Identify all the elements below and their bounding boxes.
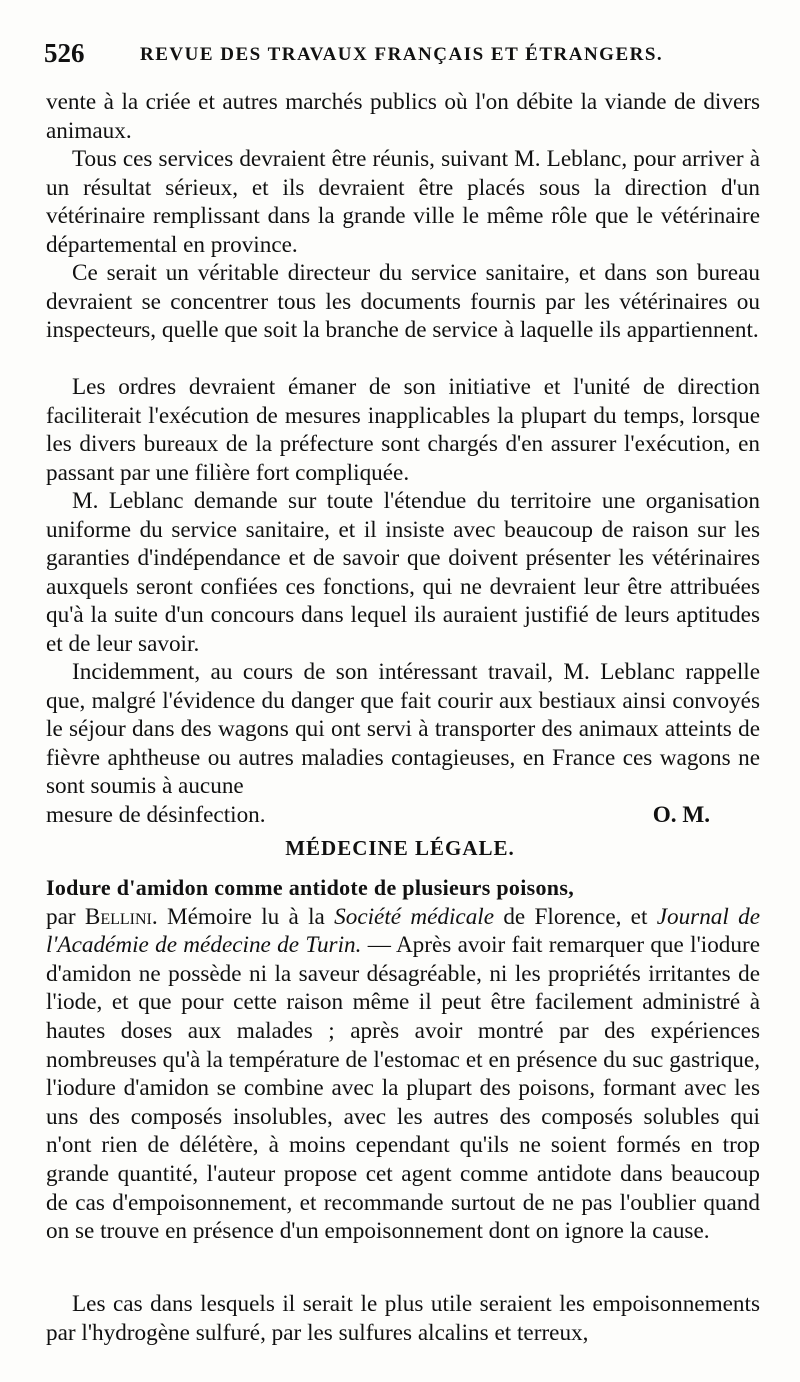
paragraph-4 bbox=[46, 373, 760, 487]
article-paragraph-2-text: Les cas dans lesquels il serait le plus utile seraient les empoisonnements par l'hydrogène sulfuré, par les sulfures alcalins et terreux, bbox=[46, 1291, 760, 1346]
paragraph-6-text: Incidemment, au cours de son intéressant travail, M. Leblanc rappelle que, malgré l'évidence du danger que fait courir aux bestiaux ainsi convoyés le séjour dans des wagons qui ont servi à transporter des animaux atteints de fièvre aphtheuse ou autres maladies contagieuses, en France ces wagons ne sont soumis à aucune bbox=[46, 659, 760, 800]
article-author: Bellini bbox=[84, 903, 152, 930]
paragraph-6-last-line: mesure de désinfection. bbox=[46, 801, 266, 828]
article-title: Iodure d'amidon comme antidote de plusieurs poisons, bbox=[46, 875, 574, 900]
section-heading: MÉDECINE LÉGALE. bbox=[285, 836, 515, 860]
article-body: — Après avoir fait remarquer que l'iodure d'amidon ne possède ni la saveur désagréable, ni les propriétés irritantes de l'iode, et que pour cette raison même il peut être facilement administré à hautes doses aux malades ; après avoir montré par des expériences nombreuses qu'à la température de l'estomac et en présence du suc gastrique, l'iodure d'amidon se combine avec la plupart des poisons, formant avec les uns des composés insolubles, avec les autres des composés solubles qui n'ont rien de délétère, à moins cependant qu'ils ne soient formés en trop grande quantité, l'auteur propose cet agent comme antidote dans beaucoup de cas d'empoisonnement, et recommande surtout de ne pas l'oublier quand on se trouve en présence d'un empoisonnement dont on ignore la cause. bbox=[46, 932, 760, 1245]
article-journal: Journal de l'Académie de médecine de Turin. bbox=[46, 903, 760, 959]
page-header bbox=[44, 38, 764, 78]
article-after-author: . Mémoire lu à la bbox=[151, 903, 335, 930]
paragraph-6 bbox=[46, 658, 760, 830]
paragraph-5 bbox=[46, 487, 760, 659]
paragraph-1: vente à la criée et autres marchés publics où l'on débite la viande de divers animaux. bbox=[46, 89, 760, 144]
signature-line bbox=[46, 801, 760, 830]
article-by: par bbox=[46, 903, 85, 930]
article-after-society: de Florence, et bbox=[494, 903, 657, 930]
page-number: 526 bbox=[44, 38, 85, 68]
article-paragraph-2 bbox=[46, 1290, 760, 1347]
article-society: Société médicale bbox=[334, 903, 495, 930]
paragraph-2 bbox=[46, 145, 760, 259]
author-signature: O. M. bbox=[652, 801, 710, 828]
paragraph-2-text: Tous ces services devraient être réunis, suivant M. Leblanc, pour arriver à un résultat sérieux, et ils devraient être placés sous la direction d'un vétérinaire remplissant dans la grande ville le même rôle que le vétérinaire départemental en province. bbox=[46, 146, 760, 258]
running-title: REVUE DES TRAVAUX FRANÇAIS ET ÉTRANGERS. bbox=[140, 44, 664, 65]
article-paragraph-1 bbox=[46, 874, 760, 1246]
paragraph-3 bbox=[46, 259, 760, 345]
paragraph-4-text: Les ordres devraient émaner de son initiative et l'unité de direction faciliterait l'exécution de mesures inapplicables la plupart du temps, lorsque les divers bureaux de la préfecture sont chargés d'en assurer l'exécution, en passant par une filière fort compliquée. bbox=[46, 374, 760, 486]
paragraph-5-text: M. Leblanc demande sur toute l'étendue du territoire une organisation uniforme du service sanitaire, et il insiste avec beaucoup de raison sur les garanties d'indépendance et de savoir que doivent présenter les vétérinaires auxquels seront confiées ces fonctions, qui ne devraient leur être attribuées qu'à la suite d'un concours dans lequel ils auraient justifié de leurs aptitudes et de leur savoir. bbox=[46, 488, 760, 657]
paragraph-3-text: Ce serait un véritable directeur du service sanitaire, et dans son bureau devraient se concentrer tous les documents fournis par les vétérinaires ou inspecteurs, quelle que soit la branche de service à laquelle ils appartiennent. bbox=[46, 260, 760, 344]
